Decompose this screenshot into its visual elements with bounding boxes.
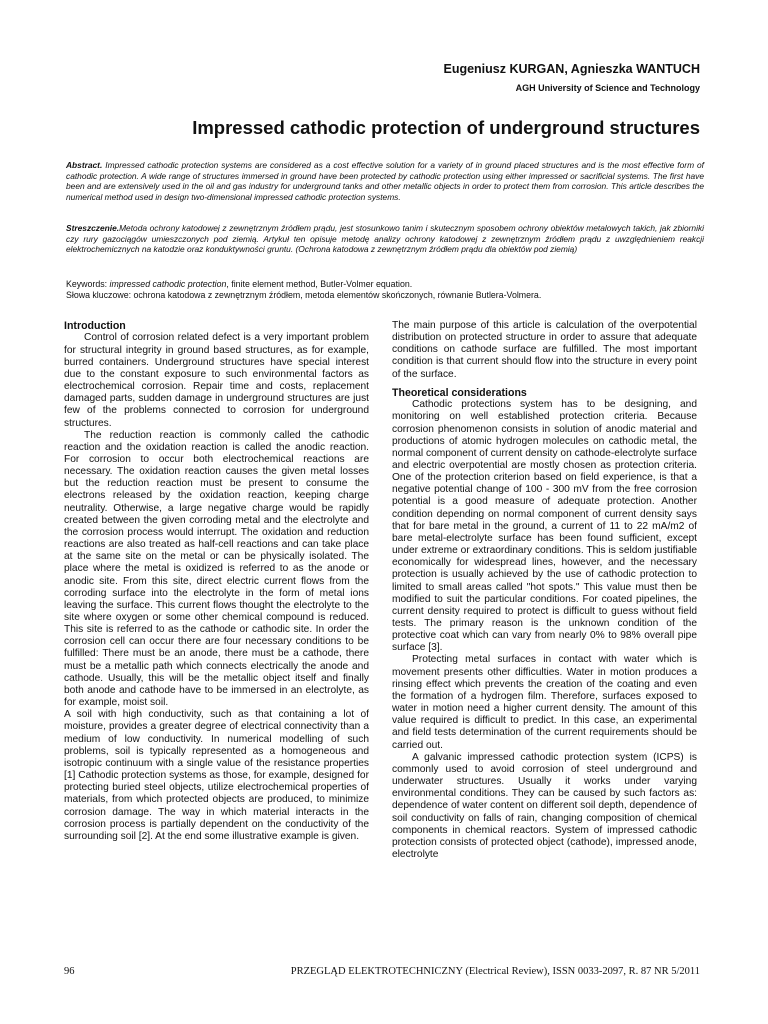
section-heading-theoretical: Theoretical considerations	[392, 386, 527, 399]
paragraph: A soil with high conductivity, such as that containing a lot of moisture, provides a greater degree of electrical connectivity than a medium of low conductivity. In numerical modelling of such problems, soil is typically represented as a homogeneous and isotropic continuum with a single value of the resistance properties [1] Cathodic protection systems as those, for example, designed for protecting buried steel objects, utilize electrochemical properties of materials, from which protected objects are produced, to minimize corrosion damage. The way in which material interacts in the corrosion process is partially dependent on the conductivity of the surrounding soil [2]. At the end some illustrative example is given.	[64, 709, 369, 842]
abstract-text: Impressed cathodic protection systems are considered as a cost effective solution for a variety of in ground placed structures and is the most effective form of cathodic protection. A wide range of structures immersed in ground have been protected by cathodic protection using either impressed or sacrificial systems. The first have been and are extensively used in the oil and gas industry for underground tanks and other metallic objects in order to protect them from corrosion. This article describes the numerical method used in design two-dimensional impressed cathodic protection systems.	[66, 160, 704, 202]
paragraph: Control of corrosion related defect is a very important problem for structural integrity in ground based structures, as for example, burred containers. Underground structures have special interest due to the constant exposure to such environmental factors as electrochemical corrosion. Repair time and costs, replacement damaged parts, sudden damage in underground structures are just few of the problems connected to corrosion for underground structures.	[64, 332, 369, 429]
left-column	[64, 320, 369, 843]
page-number: 96	[64, 966, 75, 977]
paragraph: Cathodic protections system has to be designing, and monitoring on well established protection criteria. Because corrosion phenomenon consists in solution of anodic material and productions of atomic hydrogen molecules on cathodic metal, the normal component of current density on cathode-electrolyte surface and electric overpotential are mostly chosen as protection criteria. One of the protection criterion based on field experience, is that a negative potential change of 100 - 300 mV from the free corrosion potential is a good measure of adequate protection. Another condition depending on normal component of current density says that for bare metal in the ground, a current of 11 to 22 mA/m2 of bare metal-electrolyte surface has been found sufficient, except under extreme or extraordinary conditions. This is seldom justifiable economically for widespread lines, however, and the necessary protection is usually achieved by the use of cathodic protection to limited to small areas called "hot spots." This value must then be modified to suit the particular conditions. For coated pipelines, the current density required to protect is difficult to guess without field tests. The primary reason is the unknown condition of the protective coat which can vary from nearly 0% to 98% overall pipe surface [3].	[392, 399, 697, 654]
streszczenie-text: Metoda ochrony katodowej z zewnętrznym źródłem prądu, jest stosunkowo tanim i skutecznym sposobem ochrony obiektów metalowych takich, jak zbiorniki czy rury gazociągów umieszczonych pod ziemią. Artykuł ten opisuje metodę analizy ochrony katodowej z zewnętrznym źródłem prądu z uwzględnieniem reakcji elektrochemicznych na katodzie oraz konduktywności gruntu. (Ochrona katodowa z zewnętrznym źródłem prądu dla obiektów pod ziemią)	[66, 223, 704, 255]
abstract-polish	[66, 223, 704, 255]
slowa-kluczowe-label: Słowa kluczowe:	[66, 290, 134, 300]
keywords-italic: impressed cathodic protection	[109, 279, 227, 289]
authors: Eugeniusz KURGAN, Agnieszka WANTUCH	[443, 62, 700, 76]
paragraph: The reduction reaction is commonly called the cathodic reaction and the oxidation reaction is called the anodic reaction. For corrosion to occur both electrochemical reactions are necessary. The oxidation reaction causes the given metal losses but the reduction reaction must be present to consume the electrons released by the oxidation reaction, keeping charge neutrality. Otherwise, a large negative charge would be rapidly created between the given corroding metal and the electrolyte and the corrosion process would interrupt. The oxidation and reduction reactions are also treated as half-cell reactions and can take place at the same site on the metal or can be physically isolated. The place where the metal is oxidized is referred to as the anode or anodic site. From this site, direct electric current flows from the corroding surface into the electrolyte in the form of metal ions leaving the surface. This current flows thought the electrolyte to the site where oxygen or some other chemical compound is reduced. This site is referred to as the cathode or cathodic site. In order the corrosion cell can occur there are four necessary conditions to be fulfilled: There must be an anode, there must be a cathode, there must be a metallic path which connects electrically the anode and cathode. Usually, this will be the metallic object itself and finally both anode and cathode have to be immersed in an electrolyte, as for example, moist soil.	[64, 429, 369, 709]
streszczenie-label: Streszczenie.	[66, 223, 120, 233]
abstract-label: Abstract.	[66, 160, 103, 170]
slowa-kluczowe-text: ochrona katodowa z zewnętrznym źródłem, metoda elementów skończonych, równanie Butlera-Volmera.	[133, 290, 542, 300]
paper-title: Impressed cathodic protection of underground structures	[192, 117, 700, 138]
keywords-label: Keywords:	[66, 279, 110, 289]
abstract-english	[66, 160, 704, 202]
keywords-english	[66, 279, 704, 291]
section-heading-introduction: Introduction	[64, 320, 126, 332]
keywords-rest: , finite element method, Butler-Volmer equation.	[226, 279, 413, 289]
paragraph: The main purpose of this article is calculation of the overpotential distribution on protected structure in order to assure that adequate conditions on cathode surface are fulfilled. The most important condition is that current should flow into the structure in every point of the surface.	[392, 320, 697, 380]
journal-reference: PRZEGLĄD ELEKTROTECHNICZNY (Electrical Review), ISSN 0033-2097, R. 87 NR 5/2011	[290, 966, 700, 977]
paragraph: A galvanic impressed cathodic protection system (ICPS) is commonly used to avoid corrosion of steel underground and underwater structures. Usually it works under varying environmental conditions. They can be caused by such factors as: dependence of water content on different soil depth, dependence of soil conductivity on falls of rain, changing composition of chemical components in chemical reactors. System of impressed cathodic protection consists of protected object (cathode), impressed anode, electrolyte	[392, 751, 697, 860]
affiliation: AGH University of Science and Technology	[515, 83, 700, 93]
paragraph: Protecting metal surfaces in contact with water which is movement presents other difficulties. Water in motion produces a rinsing effect which prevents the creation of the coating and even the formation of a hydrogen film. Therefore, surfaces exposed to water in motion need a higher current density. The amount of this value required is difficult to predict. In this case, an experimental and field tests determination of the current requirements should be carried out.	[392, 654, 697, 751]
keywords-polish	[66, 290, 704, 302]
right-column	[392, 320, 697, 861]
